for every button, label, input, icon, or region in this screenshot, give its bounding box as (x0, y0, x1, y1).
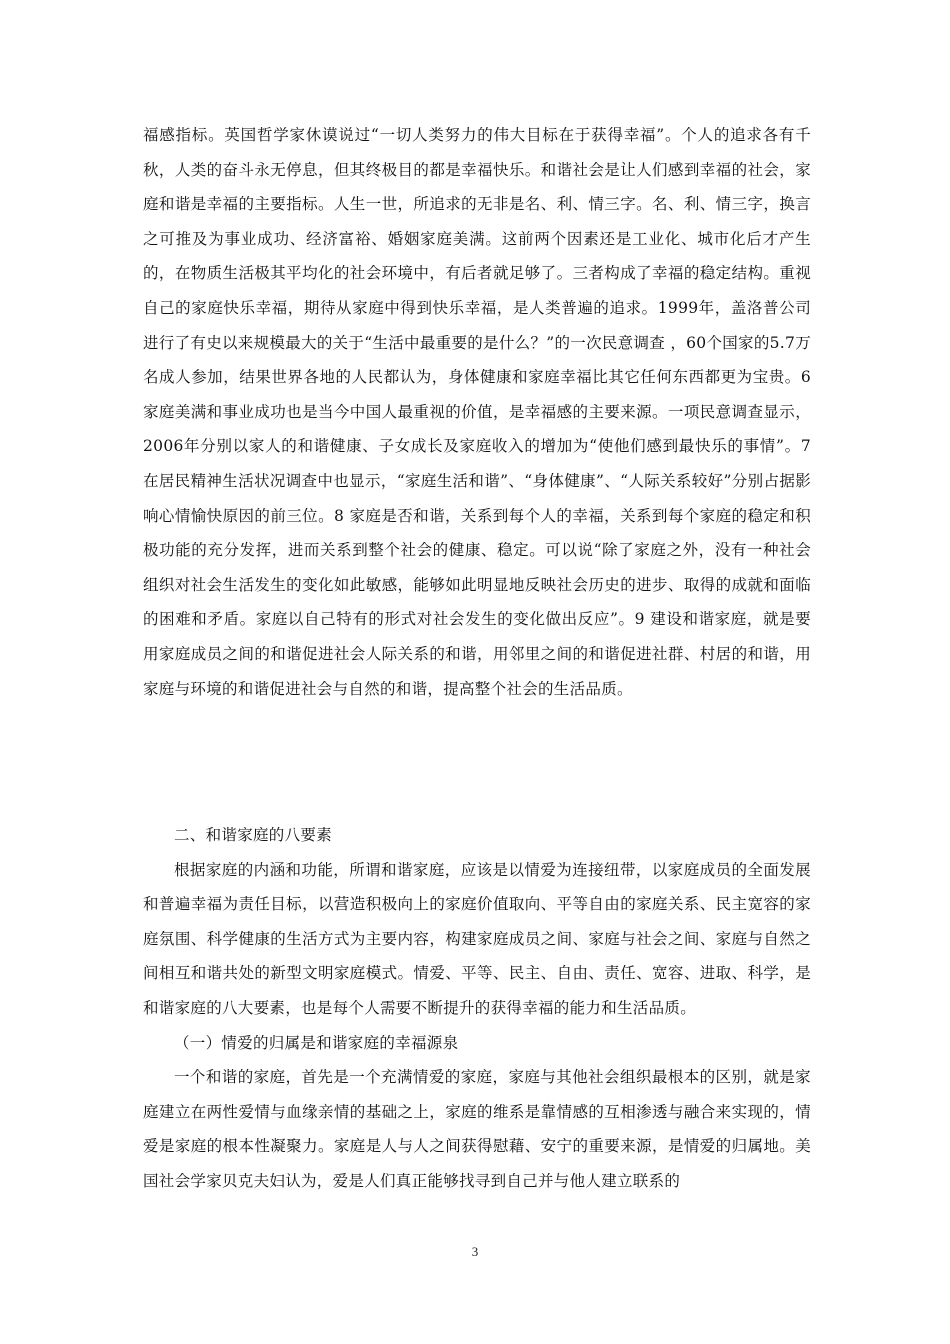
paragraph-love-belonging: 一个和谐的家庭，首先是一个充满情爱的家庭，家庭与其他社会组织最根本的区别，就是家庭建立在两性爱情与血缘亲情的基础之上，家庭的维系是靠情感的互相渗透与融合来实现的，情爱是家庭的根本性凝聚力。家庭是人与人之间获得慰藉、安宁的重要来源，是情爱的归属地。美国社会学家贝克夫妇认为，爱是人们真正能够找寻到自己并与他人建立联系的 (143, 1068, 811, 1190)
subsection-heading: （一）情爱的归属是和谐家庭的幸福源泉 (174, 1033, 459, 1052)
paragraph-eight-elements: 根据家庭的内涵和功能，所谓和谐家庭，应该是以情爱为连接纽带，以家庭成员的全面发展和普遍幸福为责任目标，以营造积极向上的家庭价值取向、平等自由的家庭关系、民主宽容的家庭氛围、科学健康的生活方式为主要内容，构建家庭成员之间、家庭与社会之间、家庭与自然之间相互和谐共处的新型文明家庭模式。情爱、平等、民主、自由、责任、宽容、进取、科学，是和谐家庭的八大要素，也是每个人需要不断提升的获得幸福的能力和生活品质。 (143, 860, 811, 1017)
paragraph-continued: 福感指标。英国哲学家休谟说过“一切人类努力的伟大目标在于获得幸福”。个人的追求各有千秋，人类的奋斗永无停息，但其终极目的都是幸福快乐。和谐社会是让人们感到幸福的社会，家庭和谐是幸福的主要指标。人生一世，所追求的无非是名、利、情三字。名、利、情三字，换言之可推及为事业成功、经济富裕、婚姻家庭美满。这前两个因素还是工业化、城市化后才产生的，在物质生活极其平均化的社会环境中，有后者就足够了。三者构成了幸福的稳定结构。重视自己的家庭快乐幸福，期待从家庭中得到快乐幸福，是人类普遍的追求。1999年，盖洛普公司进行了有史以来规模最大的关于“生活中最重要的是什么？”的一次民意调查 ，60个国家的5.7万名成人参加，结果世界各地的人民都认为，身体健康和家庭幸福比其它任何东西都更为宝贵。6 家庭美满和事业成功也是当今中国人最重视的价值，是幸福感的主要来源。一项民意调查显示，2006年分别以家人的和谐健康、子女成长及家庭收入的增加为“使他们感到最快乐的事情”。7 在居民精神生活状况调查中也显示，“家庭生活和谐”、“身体健康”、“人际关系较好”分别占据影响心情愉快原因的前三位。8 家庭是否和谐，关系到每个人的幸福，关系到每个家庭的稳定和积极功能的充分发挥，进而关系到整个社会的健康、稳定。可以说“除了家庭之外，没有一种社会组织对社会生活发生的变化如此敏感，能够如此明显地反映社会历史的进步、取得的成就和面临的困难和矛盾。家庭以自己特有的形式对社会发生的变化做出反应”。9 建设和谐家庭，就是要用家庭成员之间的和谐促进社会人际关系的和谐，用邻里之间的和谐促进社群、村居的和谐，用家庭与环境的和谐促进社会与自然的和谐，提高整个社会的生活品质。 (143, 126, 811, 698)
page-number: 3 (471, 1244, 479, 1259)
body-text-bottom (143, 818, 811, 1199)
section-heading: 二、和谐家庭的八要素 (174, 826, 333, 844)
body-text-top (143, 118, 811, 706)
